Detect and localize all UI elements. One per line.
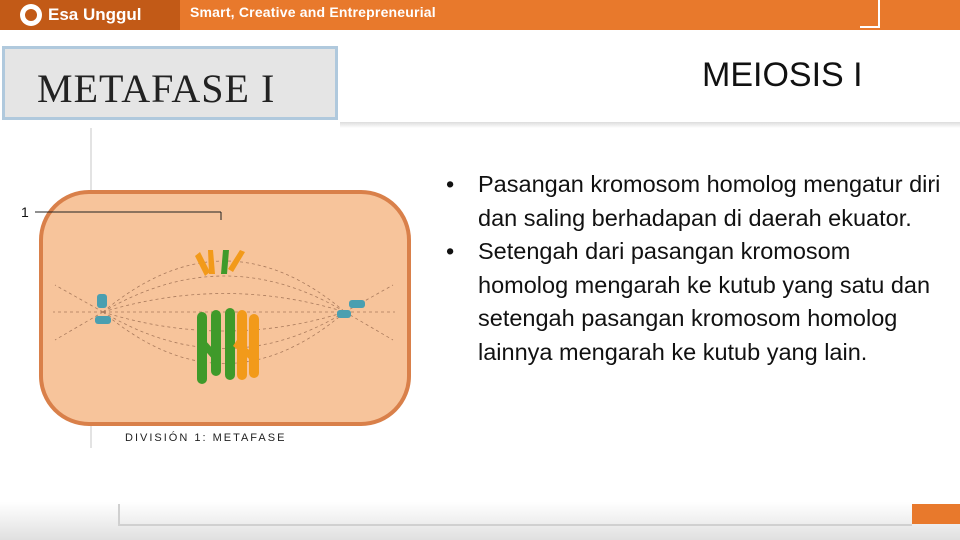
- slide-heading: MEIOSIS I: [702, 56, 863, 94]
- figure-caption: DIVISIÓN 1: METAFASE: [125, 432, 287, 444]
- metaphase-figure: [15, 190, 415, 445]
- footer-line: [118, 504, 912, 526]
- chromosome-pair-center: [197, 308, 259, 384]
- cell-illustration: [15, 190, 415, 445]
- tagline: Smart, Creative and Entrepreneurial: [190, 4, 436, 20]
- slide-title-box: [2, 46, 338, 120]
- footer-accent: [912, 504, 960, 524]
- brand-name: Esa Unggul: [48, 5, 142, 24]
- bullet-icon: •: [446, 171, 455, 197]
- list-item-text: Setengah dari pasangan kromosom homolog mengarah ke kutub yang satu dan setengah pasangan kromosom homolog lainnya mengarah ke kutub yang lain.: [478, 238, 931, 365]
- logo-icon: [20, 4, 42, 26]
- header-divider: [340, 122, 960, 128]
- bullet-list-container: [440, 168, 945, 369]
- slide-title: METAFASE I: [37, 66, 276, 111]
- bullet-list: [440, 168, 945, 369]
- list-item: [440, 235, 945, 369]
- decorative-corner: [860, 0, 880, 28]
- list-item-text: Pasangan kromosom homolog mengatur diri dan saling berhadapan di daerah ekuator.: [478, 171, 941, 231]
- list-item: [440, 168, 945, 235]
- figure-label-number: 1: [21, 204, 29, 220]
- university-logo: [20, 3, 142, 27]
- bullet-icon: •: [446, 238, 455, 264]
